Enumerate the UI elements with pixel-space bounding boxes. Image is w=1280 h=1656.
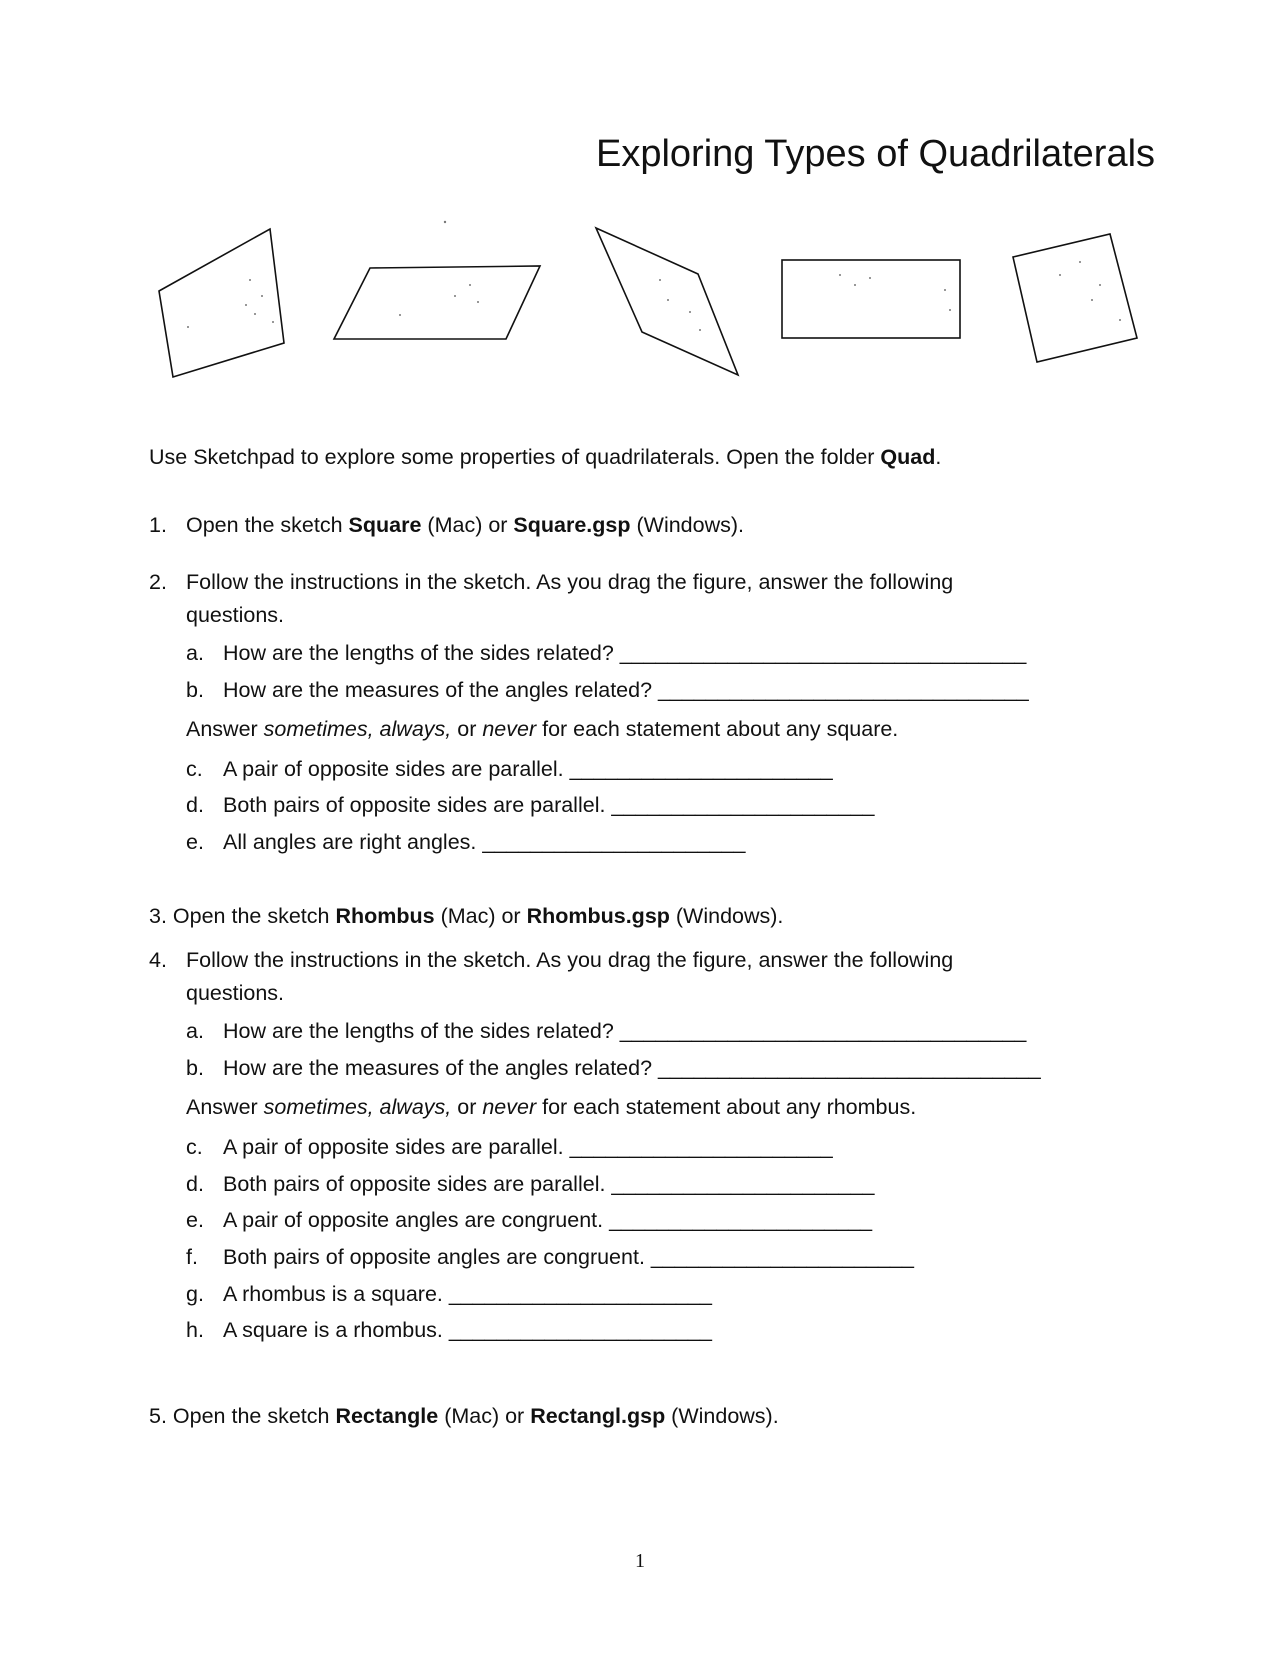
q2-answer-instruction: Answer sometimes, always, or never for each statement about any square.	[186, 717, 899, 741]
q4-number: 4.	[149, 948, 167, 972]
q4d-label: d.	[186, 1172, 204, 1196]
folder-name: Quad	[880, 445, 936, 469]
rectangle-shape	[782, 260, 960, 338]
page-number: 1	[635, 1550, 645, 1572]
q2d-label: d.	[186, 793, 204, 817]
quadrilateral-illustrations	[0, 0, 1280, 400]
q4d-text: Both pairs of opposite sides are parallel. ______________________	[223, 1172, 875, 1196]
q2d-text: Both pairs of opposite sides are parallel. ______________________	[223, 793, 875, 817]
q4b-text: How are the measures of the angles related? ________________________________	[223, 1056, 1041, 1080]
q2e-label: e.	[186, 830, 204, 854]
q2c-text: A pair of opposite sides are parallel. ______________________	[223, 757, 833, 781]
q4b-label: b.	[186, 1056, 204, 1080]
q2-number: 2.	[149, 570, 167, 594]
q3-text: 3. Open the sketch Rhombus (Mac) or Rhombus.gsp (Windows).	[149, 904, 784, 928]
intro-text: Use Sketchpad to explore some properties of quadrilaterals. Open the folder Quad.	[149, 445, 942, 469]
q2b-label: b.	[186, 678, 204, 702]
q2e-text: All angles are right angles. ______________________	[223, 830, 746, 854]
q4h-text: A square is a rhombus. ______________________	[223, 1318, 712, 1342]
q4c-label: c.	[186, 1135, 203, 1159]
trapezium-shape	[159, 229, 284, 377]
q2a-text: How are the lengths of the sides related? __________________________________	[223, 641, 1027, 665]
q2-line2: questions.	[186, 603, 285, 627]
q4-answer-instruction: Answer sometimes, always, or never for each statement about any rhombus.	[186, 1095, 917, 1119]
q4f-text: Both pairs of opposite angles are congruent. ______________________	[223, 1245, 914, 1269]
q5-text: 5. Open the sketch Rectangle (Mac) or Rectangl.gsp (Windows).	[149, 1404, 779, 1428]
q4g-label: g.	[186, 1282, 204, 1306]
q4h-label: h.	[186, 1318, 204, 1342]
q4e-label: e.	[186, 1208, 204, 1232]
q4g-text: A rhombus is a square. ______________________	[223, 1282, 712, 1306]
q4c-text: A pair of opposite sides are parallel. ______________________	[223, 1135, 833, 1159]
q4a-label: a.	[186, 1019, 204, 1043]
q1-number: 1.	[149, 513, 167, 537]
square-shape	[1013, 234, 1137, 362]
q2a-label: a.	[186, 641, 204, 665]
page-title: Exploring Types of Quadrilaterals	[596, 133, 1156, 175]
q4-line2: questions.	[186, 981, 285, 1005]
q2c-label: c.	[186, 757, 203, 781]
rhombus-shape	[596, 228, 738, 375]
q4f-label: f.	[186, 1245, 198, 1269]
q2b-text: How are the measures of the angles related? _______________________________	[223, 678, 1029, 702]
q1-text: Open the sketch Square (Mac) or Square.gsp (Windows).	[186, 513, 744, 537]
parallelogram-shape	[334, 266, 540, 339]
q4-line1: Follow the instructions in the sketch. As you drag the figure, answer the following	[186, 948, 954, 972]
q2-line1: Follow the instructions in the sketch. As you drag the figure, answer the following	[186, 570, 954, 594]
q4e-text: A pair of opposite angles are congruent. ______________________	[223, 1208, 873, 1232]
q4a-text: How are the lengths of the sides related? __________________________________	[223, 1019, 1027, 1043]
